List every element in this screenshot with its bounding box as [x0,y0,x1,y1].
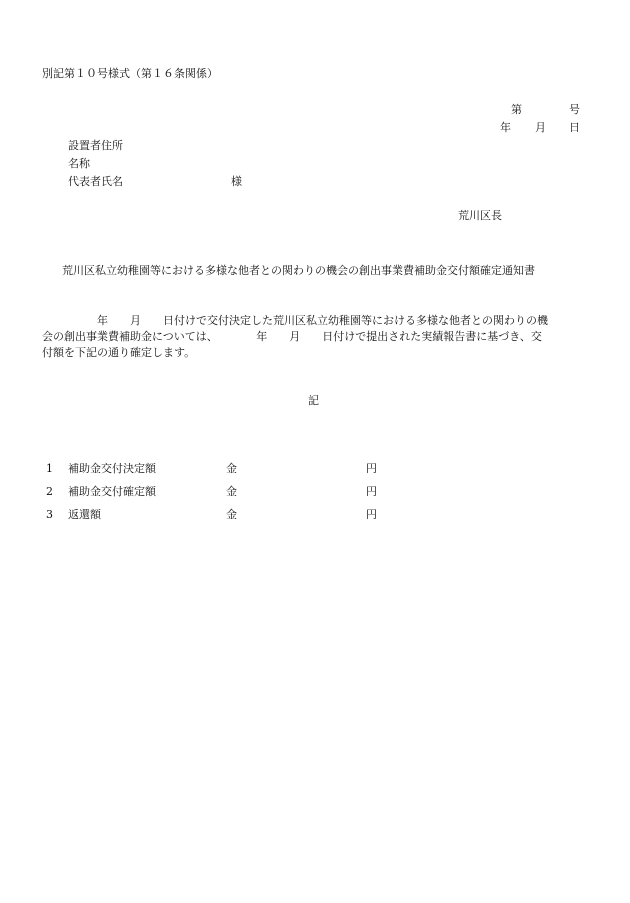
item-row [0,508,630,522]
item-yen-label: 円 [366,485,377,498]
date-day-label: 日 [569,121,580,134]
item-number: 2 [46,485,53,498]
body-text-line: 会の創出事業費補助金については、 年 月 日付けで提出された実績報告書に基づき、交 [42,330,542,343]
recipient-representative-label: 代表者氏名 [68,175,123,188]
item-kin-label: 金 [226,485,237,498]
body-text-line: 年 月 日付けで交付決定した荒川区私立幼稚園等における多様な他者との関わりの機 [42,314,548,327]
document-number-suffix: 号 [569,103,580,116]
recipient-name-label: 名称 [68,157,90,170]
recipient-honorific: 様 [231,175,242,188]
item-number: 1 [46,462,53,475]
item-label: 補助金交付確定額 [68,485,156,498]
date-year-label: 年 [500,121,511,134]
date-month-label: 月 [535,121,546,134]
document-title: 荒川区私立幼稚園等における多様な他者との関わりの機会の創出事業費補助金交付額確定通知書 [62,264,535,277]
recipient-address-label: 設置者住所 [68,139,123,152]
item-number: 3 [46,508,53,521]
item-kin-label: 金 [226,508,237,521]
item-yen-label: 円 [366,462,377,475]
issuer-name: 荒川区長 [458,209,502,222]
item-yen-label: 円 [366,508,377,521]
item-kin-label: 金 [226,462,237,475]
item-label: 返還額 [68,508,101,521]
item-label: 補助金交付決定額 [68,462,156,475]
body-text-line: 付額を下記の通り確定します。 [42,346,196,359]
item-row [0,485,630,499]
item-row [0,462,630,476]
ki-heading: 記 [308,394,319,407]
form-reference: 別記第１０号様式（第１６条関係） [42,67,218,80]
document-number-prefix: 第 [511,103,522,116]
